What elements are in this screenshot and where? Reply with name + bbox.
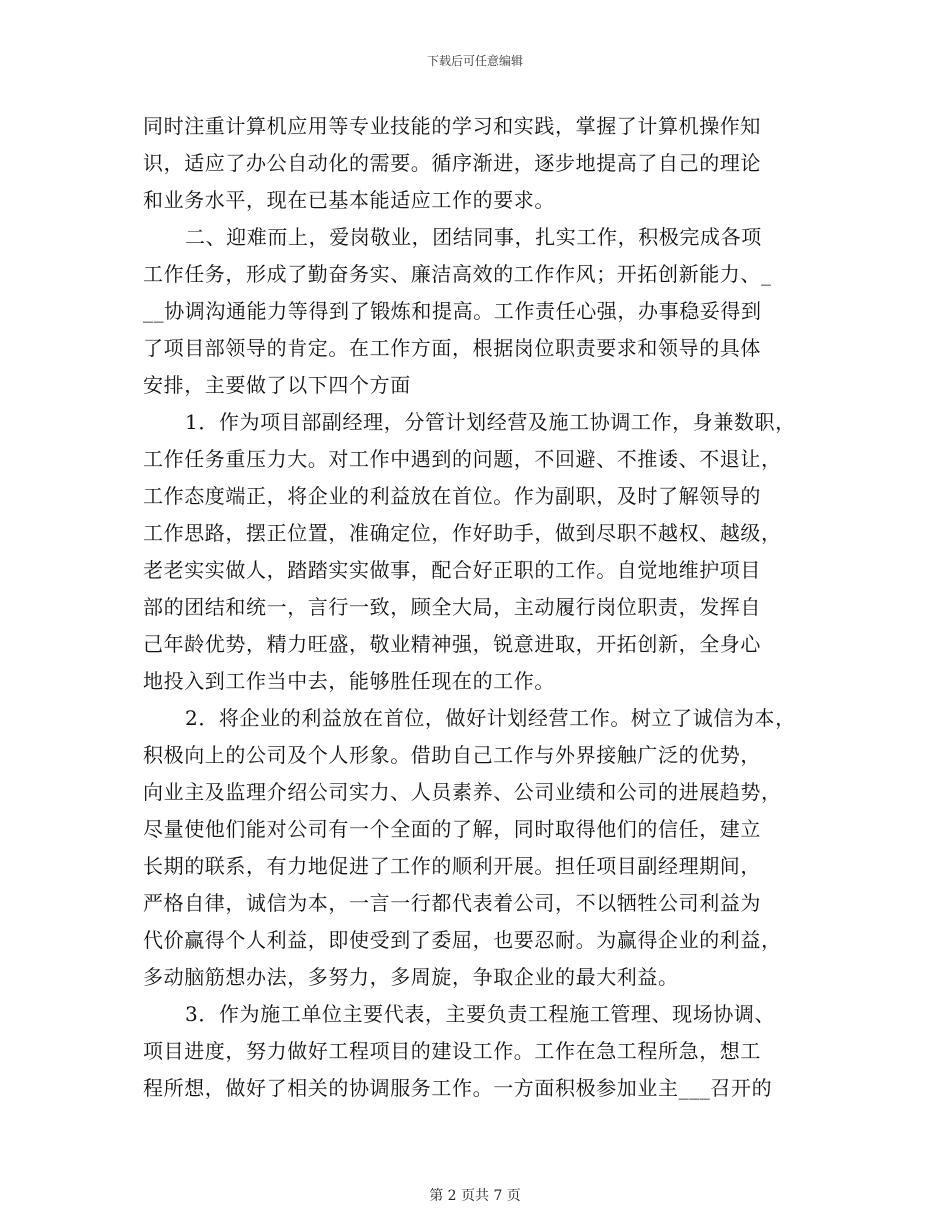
text-line: 积极向上的公司及个人形象。借助自己工作与外界接触广泛的优势，: [143, 743, 761, 767]
text-line: 工作任务重压力大。对工作中遇到的问题，不回避、不推诿、不退让，: [143, 447, 782, 471]
text-line: 向业主及监理介绍公司实力、人员素养、公司业绩和公司的进展趋势，: [143, 780, 782, 804]
text-line: 3．作为施工单位主要代表，主要负责工程施工管理、现场协调、: [185, 1002, 776, 1026]
paragraph-item-2: [143, 700, 823, 996]
text-line: 长期的联系，有力地促进了工作的顺利开展。担任项目副经理期间，: [143, 854, 761, 878]
text-line: 1．作为项目部副经理，分管计划经营及施工协调工作，身兼数职，: [185, 410, 796, 434]
text-line: 同时注重计算机应用等专业技能的学习和实践，掌握了计算机操作知: [143, 114, 761, 138]
text-line: 2．将企业的利益放在首位，做好计划经营工作。树立了诚信为本，: [185, 706, 796, 730]
paragraph-item-3: [143, 996, 823, 1107]
paragraph-continuation: [143, 108, 823, 219]
text-line: 工作任务，形成了勤奋务实、廉洁高效的工作作风；开拓创新能力、_: [143, 262, 772, 286]
text-line: 严格自律，诚信为本，一言一行都代表着公司，不以牺牲公司利益为: [143, 891, 761, 915]
document-body: [143, 108, 823, 1107]
paragraph-section-two: [143, 219, 823, 404]
text-line: 和业务水平，现在已基本能适应工作的要求。: [143, 188, 555, 212]
page-footer: 第 2 页共 7 页: [429, 1188, 521, 1204]
page-header: 下载后可任意编辑: [426, 54, 523, 68]
text-line: 安排，主要做了以下四个方面: [143, 373, 411, 397]
text-line: 己年龄优势，精力旺盛，敬业精神强，锐意进取，开拓创新，全身心: [143, 632, 761, 656]
text-line: 工作思路，摆正位置，准确定位，作好助手，做到尽职不越权、越级，: [143, 521, 782, 545]
text-line: 二、迎难而上，爱岗敬业，团结同事，扎实工作，积极完成各项: [185, 225, 762, 249]
text-line: 项目进度，努力做好工程项目的建设工作。工作在急工程所急，想工: [143, 1039, 761, 1063]
text-line: 工作态度端正，将企业的利益放在首位。作为副职，及时了解领导的: [143, 484, 761, 508]
text-line: 老老实实做人，踏踏实实做事，配合好正职的工作。自觉地维护项目: [143, 558, 761, 582]
text-line: __协调沟通能力等得到了锻炼和提高。工作责任心强，办事稳妥得到: [143, 299, 762, 323]
paragraph-item-1: [143, 404, 823, 700]
text-line: 代价赢得个人利益，即使受到了委屈，也要忍耐。为赢得企业的利益，: [143, 928, 782, 952]
text-line: 识，适应了办公自动化的需要。循序渐进，逐步地提高了自己的理论: [143, 151, 761, 175]
text-line: 地投入到工作当中去，能够胜任现在的工作。: [143, 669, 555, 693]
text-line: 程所想，做好了相关的协调服务工作。一方面积极参加业主___召开的: [143, 1076, 773, 1100]
text-line: 尽量使他们能对公司有一个全面的了解，同时取得他们的信任，建立: [143, 817, 761, 841]
text-line: 了项目部领导的肯定。在工作方面，根据岗位职责要求和领导的具体: [143, 336, 761, 360]
text-line: 多动脑筋想办法，多努力，多周旋，争取企业的最大利益。: [143, 965, 679, 989]
text-line: 部的团结和统一，言行一致，顾全大局，主动履行岗位职责，发挥自: [143, 595, 761, 619]
